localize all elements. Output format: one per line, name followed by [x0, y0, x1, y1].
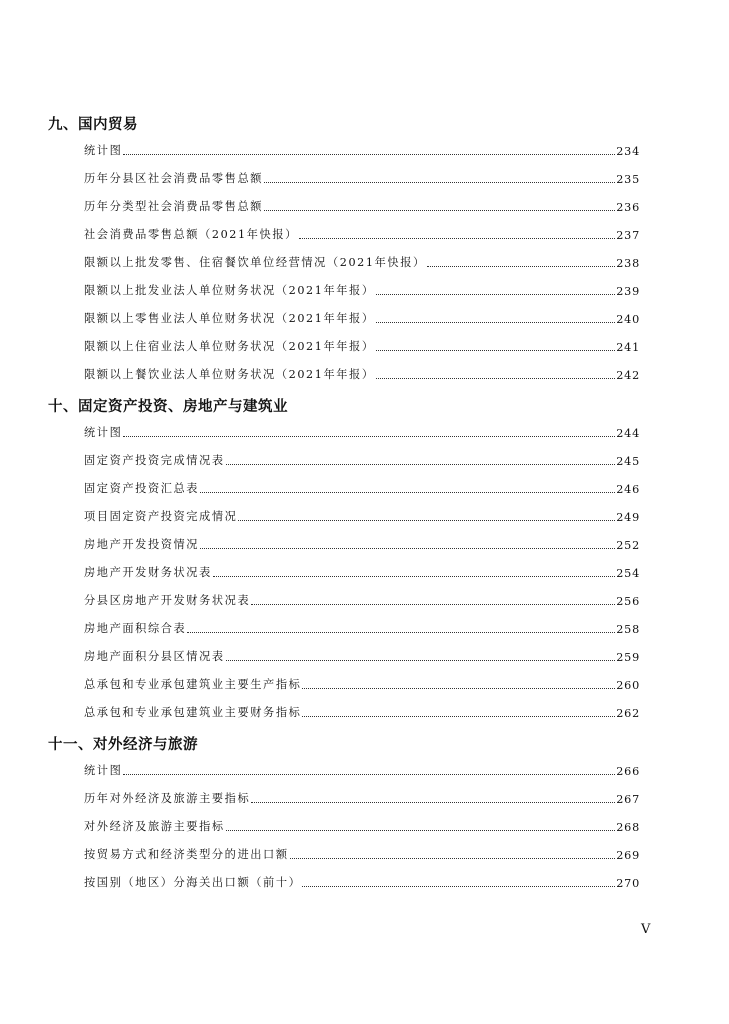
- entry-title: 统计图: [84, 764, 123, 777]
- entry-title: 总承包和专业承包建筑业主要财务指标: [84, 706, 302, 719]
- toc-entry[interactable]: [84, 760, 640, 778]
- section-heading: 十一、对外经济与旅游: [48, 737, 198, 753]
- entry-page-number: 236: [616, 201, 640, 214]
- dot-leader: [376, 293, 616, 295]
- entry-title: 限额以上住宿业法人单位财务状况（2021年年报）: [84, 340, 375, 353]
- toc-entry[interactable]: [84, 534, 640, 552]
- entry-page-number: 258: [616, 623, 640, 636]
- entry-title: 房地产开发财务状况表: [84, 566, 212, 579]
- toc-entry[interactable]: [84, 674, 640, 692]
- entry-page-number: 242: [616, 369, 640, 382]
- dot-leader: [187, 631, 615, 633]
- dot-leader: [302, 715, 615, 717]
- entry-title: 历年对外经济及旅游主要指标: [84, 792, 251, 805]
- entry-title: 限额以上批发零售、住宿餐饮单位经营情况（2021年快报）: [84, 256, 426, 269]
- toc-entry[interactable]: [84, 140, 640, 158]
- toc-entry[interactable]: [84, 336, 640, 354]
- toc-entry[interactable]: [84, 506, 640, 524]
- dot-leader: [123, 153, 615, 155]
- entry-title: 固定资产投资汇总表: [84, 482, 200, 495]
- entry-page-number: 239: [616, 285, 640, 298]
- toc-entry[interactable]: [84, 224, 640, 242]
- entry-title: 历年分县区社会消费品零售总额: [84, 172, 264, 185]
- entry-page-number: 246: [616, 483, 640, 496]
- page-folio: V: [641, 922, 651, 937]
- entry-title: 项目固定资产投资完成情况: [84, 510, 238, 523]
- toc-entry[interactable]: [84, 872, 640, 890]
- entry-page-number: 267: [616, 793, 640, 806]
- entry-page-number: 268: [616, 821, 640, 834]
- dot-leader: [226, 463, 616, 465]
- dot-leader: [251, 603, 615, 605]
- entry-page-number: 241: [616, 341, 640, 354]
- dot-leader: [200, 491, 615, 493]
- entry-title: 限额以上批发业法人单位财务状况（2021年年报）: [84, 284, 375, 297]
- entry-page-number: 235: [616, 173, 640, 186]
- toc-entry[interactable]: [84, 590, 640, 608]
- dot-leader: [290, 857, 616, 859]
- entry-title: 历年分类型社会消费品零售总额: [84, 200, 264, 213]
- entry-title: 限额以上零售业法人单位财务状况（2021年年报）: [84, 312, 375, 325]
- dot-leader: [251, 801, 615, 803]
- dot-leader: [302, 687, 615, 689]
- toc-entry[interactable]: [84, 450, 640, 468]
- entry-page-number: 238: [616, 257, 640, 270]
- section-heading: 十、固定资产投资、房地产与建筑业: [48, 399, 288, 415]
- toc-entry[interactable]: [84, 844, 640, 862]
- dot-leader: [264, 209, 615, 211]
- entry-title: 按贸易方式和经济类型分的进出口额: [84, 848, 289, 861]
- dot-leader: [238, 519, 615, 521]
- toc-entry[interactable]: [84, 646, 640, 664]
- entry-title: 社会消费品零售总额（2021年快报）: [84, 228, 298, 241]
- toc-entry[interactable]: [84, 422, 640, 440]
- section-heading: 九、国内贸易: [48, 117, 138, 133]
- dot-leader: [123, 435, 615, 437]
- dot-leader: [213, 575, 615, 577]
- entry-page-number: 270: [616, 877, 640, 890]
- entry-title: 总承包和专业承包建筑业主要生产指标: [84, 678, 302, 691]
- dot-leader: [376, 321, 616, 323]
- entry-page-number: 237: [616, 229, 640, 242]
- entry-title: 固定资产投资完成情况表: [84, 454, 225, 467]
- entry-page-number: 244: [616, 427, 640, 440]
- entry-page-number: 249: [616, 511, 640, 524]
- toc-entry[interactable]: [84, 252, 640, 270]
- toc-entry[interactable]: [84, 364, 640, 382]
- dot-leader: [427, 265, 615, 267]
- toc-entry[interactable]: [84, 702, 640, 720]
- toc-entry[interactable]: [84, 280, 640, 298]
- entry-page-number: 260: [616, 679, 640, 692]
- entry-title: 对外经济及旅游主要指标: [84, 820, 225, 833]
- entry-title: 分县区房地产开发财务状况表: [84, 594, 251, 607]
- entry-title: 按国别（地区）分海关出口额（前十）: [84, 876, 302, 889]
- entry-page-number: 266: [616, 765, 640, 778]
- entry-title: 统计图: [84, 426, 123, 439]
- dot-leader: [376, 377, 616, 379]
- entry-page-number: 254: [616, 567, 640, 580]
- toc-entry[interactable]: [84, 478, 640, 496]
- dot-leader: [226, 659, 616, 661]
- dot-leader: [226, 829, 616, 831]
- entry-page-number: 234: [616, 145, 640, 158]
- entry-page-number: 262: [616, 707, 640, 720]
- toc-entry[interactable]: [84, 562, 640, 580]
- entry-title: 房地产面积综合表: [84, 622, 187, 635]
- entry-page-number: 259: [616, 651, 640, 664]
- entry-page-number: 269: [616, 849, 640, 862]
- entry-page-number: 252: [616, 539, 640, 552]
- entry-page-number: 256: [616, 595, 640, 608]
- dot-leader: [200, 547, 615, 549]
- dot-leader: [302, 885, 615, 887]
- toc-entry[interactable]: [84, 618, 640, 636]
- entry-title: 房地产开发投资情况: [84, 538, 200, 551]
- entry-page-number: 240: [616, 313, 640, 326]
- dot-leader: [123, 773, 615, 775]
- toc-entry[interactable]: [84, 168, 640, 186]
- entry-page-number: 245: [616, 455, 640, 468]
- toc-entry[interactable]: [84, 308, 640, 326]
- entry-title: 限额以上餐饮业法人单位财务状况（2021年年报）: [84, 368, 375, 381]
- dot-leader: [299, 237, 615, 239]
- toc-entry[interactable]: [84, 196, 640, 214]
- toc-entry[interactable]: [84, 788, 640, 806]
- entry-title: 统计图: [84, 144, 123, 157]
- dot-leader: [376, 349, 616, 351]
- entry-title: 房地产面积分县区情况表: [84, 650, 225, 663]
- toc-entry[interactable]: [84, 816, 640, 834]
- dot-leader: [264, 181, 615, 183]
